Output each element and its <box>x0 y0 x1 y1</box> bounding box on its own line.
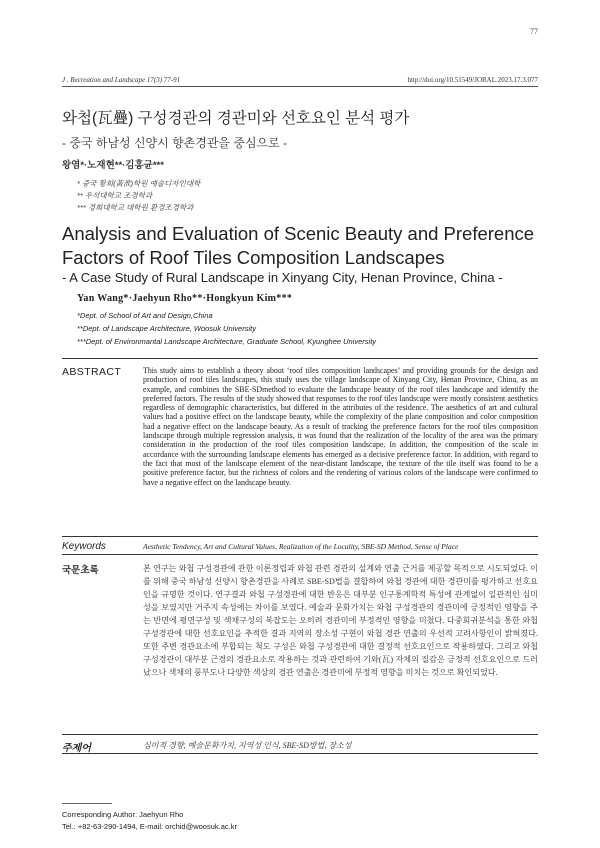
english-affiliation-1: *Dept. of School of Art and Design,China <box>77 311 213 320</box>
korean-affiliation-3: *** 경희대학교 대학원 환경조경학과 <box>77 203 194 212</box>
korean-abstract-label: 국문초록 <box>62 565 99 576</box>
english-affiliation-2: **Dept. of Landscape Architecture, Woosuk University <box>77 324 256 333</box>
contact-info: Tel.: +82-63-290-1494, E-mail: orchid@woosuk.ac.kr <box>62 822 237 831</box>
abstract-top-divider <box>62 358 538 359</box>
corresponding-author: Corresponding Author: Jaehyun Rho <box>62 810 184 819</box>
korean-keywords-bottom-divider <box>62 753 538 754</box>
footnote-divider <box>62 803 112 804</box>
english-title: Analysis and Evaluation of Scenic Beauty and Preference Factors of Roof Tiles Composition Landscapes <box>62 223 535 268</box>
header-divider <box>62 86 538 87</box>
keywords-bottom-divider <box>62 554 538 555</box>
english-subtitle: - A Case Study of Rural Landscape in Xinyang City, Henan Province, China - <box>62 270 503 285</box>
abstract-text: This study aims to establish a theory about ‘roof tiles composition landscapes’ and providing grounds for the design and production of roof tiles landscapes, this study uses the village landscape of Xinyang City, Henan Province, China, as an example, and combines the SBE-SDmethod to evaluate the landscape beauty of the roof tiles landscape and identify the preferred factors. The results of the study showed that responses to the roof tiles landscape were mostly consistent aesthetics regardless of demographic characteristics, but differed in the attributes of the residence. The aesthetics of art and cultural values had a positive effect on the landscape beauty, while the complexity of the plane composition and color composition had a negative effect on the landscape beauty. As a result of tracking the preference factors for the roof tiles composition landscape through multiple regression analysis, it was found that the realization of the locality of the area was the primary consideration in the production of the roof tiles composition landscape. In addition, the composition of the scale in accordance with the surrounding landscape elements has emerged as a decisive preference factor. In addition, with regard to the fact that most of the landscape element of the near-distant landscape, the texture of the tile itself was found to be a positive preference factor, but the richness of colors and the rendering of various colors of the landscape were confirmed to have a negative effect on the landscape beauty. <box>143 366 538 487</box>
keywords-text: Aesthetic Tendency, Art and Cultural Values, Realization of the Locality, SBE-SD Method, Sense of Place <box>143 542 459 551</box>
korean-keywords-label: 주제어 <box>62 743 91 754</box>
doi-link[interactable]: http://doi.org/10.51549/JORAL.2023.17.3.077 <box>407 76 538 84</box>
korean-abstract-text: 본 연구는 와첩 구성경관에 관한 이론정립과 와첩 관련 경관의 설계와 연출 근거를 제공할 목적으로 시도되었다. 이를 위해 중국 하남성 신양시 향촌경관을 사례로 SBE-SD법을 결합하여 와첩 경관에 대한 경관미를 평가하고 선호요인을 규명한 것이다. 연구결과 와첩 구성경관에 대한 반응은 대부분 인구통계학적 특성에 관계없이 일관적인 심미성을 보였지만 거주지 속성에는 차이를 보였다. 예술과 문화가치는 와첩 구성경관의 경관미에 긍정적인 영향을 주는 반면에 평면구성 및 색채구성의 복잡도는 오히려 경관미에 부정적인 영향을 미쳤다. 다중회귀분석을 통한 와첩 구성경관에 대한 선호요인을 추적한 결과 지역의 장소성 구현이 와첩 경관 연출의 우선적 고려사항인이 밝혀졌다. 또한 주변 경관요소에 부합되는 척도 구성은 와첩 구성경관에 대한 결정적 선호요인으로 작용하였다. 그리고 와첩 구성경관이 대부분 근경의 경관요소로 작용하는 것과 관련하여 기와(瓦) 자체의 질감은 긍정적 선호요인으로 드러났으나 색채의 풍부도나 다양한 색상의 경관 연출은 경관미에 부정적 영향을 미치는 것으로 확인되었다. <box>143 564 538 678</box>
english-affiliation-3: ***Dept. of Environmantal Landscape Architecture, Graduate School, Kyunghee University <box>77 337 377 346</box>
page-number: 77 <box>530 27 538 36</box>
journal-citation: J . Recreation and Landscape 17(3) 77-91 <box>62 76 181 84</box>
korean-title: 와첩(瓦疊) 구성경관의 경관미와 선호요인 분석 평가 <box>62 110 410 127</box>
korean-keywords-text: 심미적 경향, 예술문화가치, 지역성 인식, SBE-SD방법, 장소성 <box>143 741 352 750</box>
english-authors: Yan Wang*·Jaehyun Rho**·Hongkyun Kim*** <box>77 293 293 304</box>
keywords-label: Keywords <box>62 541 106 552</box>
korean-affiliation-1: * 중국 황회(黃淮)학원 예술디자인대학 <box>77 179 201 188</box>
korean-affiliation-2: ** 우석대학교 조경학과 <box>77 191 153 200</box>
abstract-label: ABSTRACT <box>62 366 122 378</box>
korean-subtitle: - 중국 하남성 신양시 향촌경관을 중심으로 - <box>62 136 288 150</box>
korean-authors: 왕염*·노재현**·김홍균*** <box>62 160 164 171</box>
keywords-top-divider <box>62 536 538 537</box>
korean-keywords-top-divider <box>62 734 538 735</box>
